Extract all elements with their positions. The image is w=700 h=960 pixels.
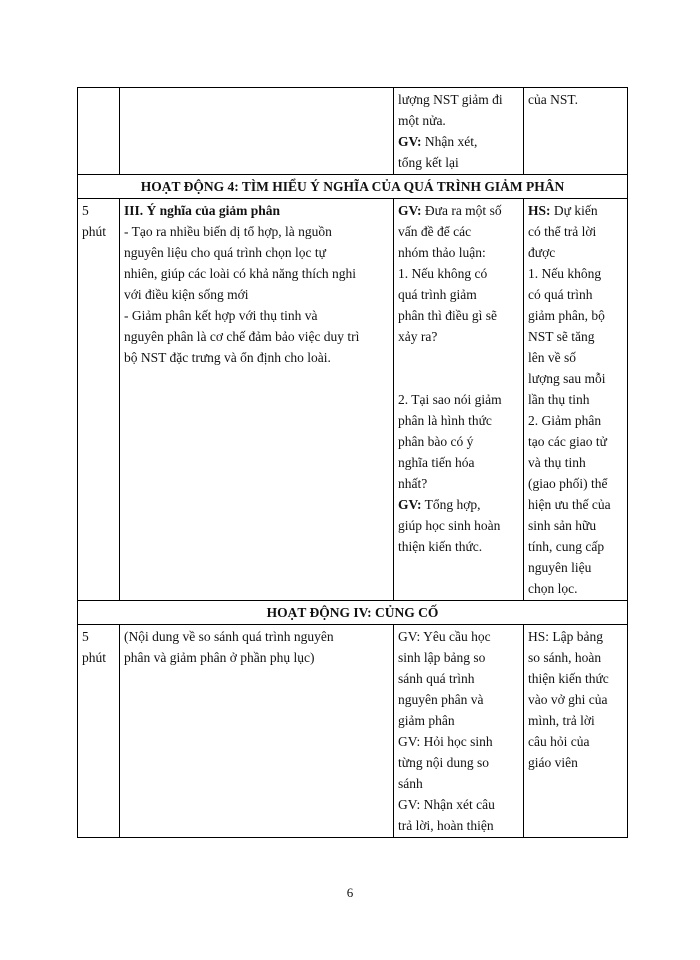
table-row	[78, 88, 628, 175]
text-line: GV: Yêu cầu học	[398, 629, 491, 644]
text-line: nhất?	[398, 476, 428, 491]
student-cell	[524, 199, 628, 601]
time-value: 5	[82, 203, 89, 218]
text-line: sánh	[398, 776, 423, 791]
time-cell	[78, 88, 120, 175]
section-header-iv: HOẠT ĐỘNG IV: CỦNG CỐ	[78, 601, 628, 625]
text-line: sánh quá trình	[398, 671, 475, 686]
section-header-row	[78, 601, 628, 625]
text-line: 1. Nếu không	[528, 266, 602, 281]
text-line: tạo các giao tử	[528, 434, 607, 449]
text-line: lượng NST giảm đi	[398, 92, 503, 107]
text-line: (giao phối) thể	[528, 476, 608, 491]
text-line: 2. Tại sao nói giảm	[398, 392, 502, 407]
text-line: giảm phân	[398, 713, 455, 728]
text-line: so sánh, hoàn	[528, 650, 602, 665]
text-line: phân là hình thức	[398, 413, 492, 428]
time-value: 5	[82, 629, 89, 644]
text-line: chọn lọc.	[528, 581, 578, 596]
time-unit: phút	[82, 650, 107, 665]
teacher-cell	[394, 199, 524, 601]
text-line: phân bào có ý	[398, 434, 474, 449]
text-line	[398, 200, 519, 221]
table-row	[78, 199, 628, 601]
text-line: giúp học sinh hoàn	[398, 518, 501, 533]
text-line: 2. Giảm phân	[528, 413, 602, 428]
text-line: tính, cung cấp	[528, 539, 605, 554]
text-line: vấn đề để các	[398, 224, 472, 239]
time-cell	[78, 199, 120, 601]
text-line: giảm phân, bộ	[528, 308, 605, 323]
hs-text: Dự kiến	[550, 203, 598, 218]
text-line: 1. Nếu không có	[398, 266, 488, 281]
text-line	[398, 494, 519, 515]
content-cell	[120, 625, 394, 838]
table-row	[78, 625, 628, 838]
text-line: xảy ra?	[398, 329, 438, 344]
gv-label: GV:	[398, 134, 422, 149]
text-line: từng nội dung so	[398, 755, 489, 770]
text-line: lên về số	[528, 350, 576, 365]
text-line: vào vở ghi của	[528, 692, 608, 707]
student-cell	[524, 88, 628, 175]
content-heading: III. Ý nghĩa của giảm phân	[124, 203, 281, 218]
text-line: phân thì điều gì sẽ	[398, 308, 497, 323]
section-header-row	[78, 175, 628, 199]
text-line: nguyên liệu cho quá trình chọn lọc tự	[124, 245, 326, 260]
text-line: có quá trình	[528, 287, 593, 302]
text-line: sinh lập bảng so	[398, 650, 486, 665]
text-line: sinh sản hữu	[528, 518, 597, 533]
text-line: hiện ưu thế của	[528, 497, 611, 512]
text-line: nguyên phân và	[398, 692, 484, 707]
text-line: một nửa.	[398, 113, 446, 128]
time-unit: phút	[82, 224, 107, 239]
page-number: 6	[346, 885, 354, 900]
gv-text: Đưa ra một số	[421, 203, 502, 218]
spacer	[398, 347, 519, 389]
text-line: thiện kiến thức	[528, 671, 609, 686]
text-line: lượng sau mỗi	[528, 371, 606, 386]
hs-label: HS:	[528, 203, 551, 218]
gv-text: Tổng hợp,	[421, 497, 481, 512]
teacher-cell	[394, 625, 524, 838]
text-line: bộ NST đặc trưng và ổn định cho loài.	[124, 350, 331, 365]
text-line: - Giảm phân kết hợp với thụ tinh và	[124, 308, 318, 323]
content-cell	[120, 88, 394, 175]
text-line: (Nội dung về so sánh quá trình nguyên	[124, 629, 334, 644]
time-cell	[78, 625, 120, 838]
text-line: HS: Lập bảng	[528, 629, 603, 644]
text-line: và thụ tinh	[528, 455, 586, 470]
text-line: phân và giảm phân ở phần phụ lục)	[124, 650, 315, 665]
student-cell	[524, 625, 628, 838]
text-line: nhiên, giúp các loài có khả năng thích nghi	[124, 266, 357, 281]
text-line: giáo viên	[528, 755, 578, 770]
text-line: câu hỏi của	[528, 734, 590, 749]
text-line: của NST.	[528, 92, 578, 107]
teacher-cell	[394, 88, 524, 175]
text-line: quá trình giảm	[398, 287, 477, 302]
lesson-table	[77, 87, 628, 838]
text-line: mình, trả lời	[528, 713, 595, 728]
text-line: với điều kiện sống mới	[124, 287, 249, 302]
text-line: GV: Nhận xét câu	[398, 797, 495, 812]
text-line: tổng kết lại	[398, 155, 459, 170]
text-line	[398, 131, 519, 152]
content-cell	[120, 199, 394, 601]
text-line: nhóm thảo luận:	[398, 245, 486, 260]
text-line: nguyên phân là cơ chế đảm bảo việc duy trì	[124, 329, 360, 344]
text-line: trả lời, hoàn thiện	[398, 818, 494, 833]
section-header-4: HOẠT ĐỘNG 4: TÌM HIỂU Ý NGHĨA CỦA QUÁ TRÌNH GIẢM PHÂN	[78, 175, 628, 199]
text-line: được	[528, 245, 556, 260]
text-line: lần thụ tinh	[528, 392, 590, 407]
text-line: - Tạo ra nhiều biến dị tổ hợp, là nguồn	[124, 224, 332, 239]
text-line: GV: Hỏi học sinh	[398, 734, 493, 749]
text-line: có thể trả lời	[528, 224, 597, 239]
text-line: nghĩa tiến hóa	[398, 455, 475, 470]
text-line: thiện kiến thức.	[398, 539, 483, 554]
text-line	[528, 200, 623, 221]
gv-label: GV:	[398, 497, 422, 512]
text-line: nguyên liệu	[528, 560, 592, 575]
gv-label: GV:	[398, 203, 422, 218]
text-line: NST sẽ tăng	[528, 329, 595, 344]
gv-text: Nhận xét,	[421, 134, 478, 149]
